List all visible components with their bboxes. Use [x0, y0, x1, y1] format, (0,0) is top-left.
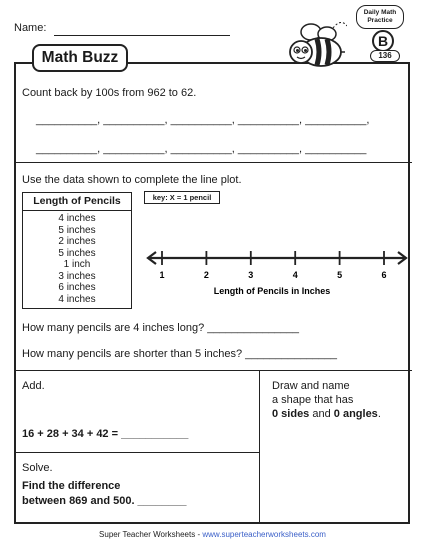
axis-tick-label: 1	[159, 270, 165, 280]
divider-q1	[14, 162, 412, 163]
divider-vertical	[259, 370, 260, 524]
level-letter: B	[372, 30, 394, 52]
badge-line-2: Practice	[367, 17, 393, 24]
badge-line-1: Daily Math	[363, 9, 397, 16]
footer	[0, 530, 425, 539]
table-header: Length of Pencils	[23, 193, 131, 211]
axis-tick-label: 5	[337, 270, 343, 280]
pencil-data-table	[22, 192, 132, 309]
q5-line-1: Find the difference	[22, 480, 121, 492]
q4-line-3	[272, 408, 381, 420]
table-row: 5 inches	[58, 247, 96, 259]
line-plot[interactable]	[146, 244, 408, 300]
axis-label: Length of Pencils in Inches	[213, 286, 331, 296]
q1-answer-row-2[interactable]: __________, __________, __________, __________, __________	[36, 143, 367, 155]
q4-and: and	[309, 408, 334, 420]
q3-label: Add.	[22, 380, 45, 392]
table-row: 4 inches	[58, 293, 96, 305]
axis-tick-label: 3	[248, 270, 254, 280]
axis-tick-label: 6	[381, 270, 387, 280]
q1-prompt: Count back by 100s from 962 to 62.	[22, 87, 197, 99]
table-row: 4 inches	[58, 213, 96, 224]
q4-line-2: a shape that has	[272, 394, 354, 406]
q1-answer-row-1[interactable]: __________, __________, __________, __________, __________,	[36, 114, 370, 126]
q4-line-1: Draw and name	[272, 380, 350, 392]
axis-tick-label: 2	[203, 270, 209, 280]
q2-question-b[interactable]: How many pencils are shorter than 5 inches? _______________	[22, 348, 337, 360]
name-label: Name:	[14, 22, 47, 34]
worksheet-title: Math Buzz	[32, 44, 128, 72]
q3-expression[interactable]: 16 + 28 + 34 + 42 = ___________	[22, 428, 189, 440]
table-row: 6 inches	[58, 282, 96, 293]
q5-label: Solve.	[22, 462, 53, 474]
table-row: 1 inch	[63, 259, 91, 270]
q4-period: .	[377, 408, 381, 420]
footer-link[interactable]: www.superteacherworksheets.com	[202, 530, 326, 539]
table-row: 5 inches	[58, 224, 96, 236]
worksheet-number: 136	[370, 50, 400, 62]
q5-line-2[interactable]: between 869 and 500. ________	[22, 495, 187, 507]
divider-q2	[14, 370, 412, 371]
divider-q3	[14, 452, 260, 453]
q2-prompt: Use the data shown to complete the line plot.	[22, 174, 242, 186]
q4-angles: 0 angles	[333, 408, 378, 420]
name-field[interactable]	[54, 35, 230, 36]
plot-key: key: X = 1 pencil	[144, 191, 220, 204]
table-row: 3 inches	[58, 270, 96, 282]
q2-question-a[interactable]: How many pencils are 4 inches long? _______________	[22, 322, 300, 334]
q4-sides: 0 sides	[272, 408, 310, 420]
axis-tick-label: 4	[292, 270, 298, 280]
footer-prefix: Super Teacher Worksheets -	[99, 530, 203, 539]
table-row: 2 inches	[58, 236, 96, 247]
bee-icon	[287, 22, 347, 72]
daily-practice-badge	[356, 5, 404, 29]
